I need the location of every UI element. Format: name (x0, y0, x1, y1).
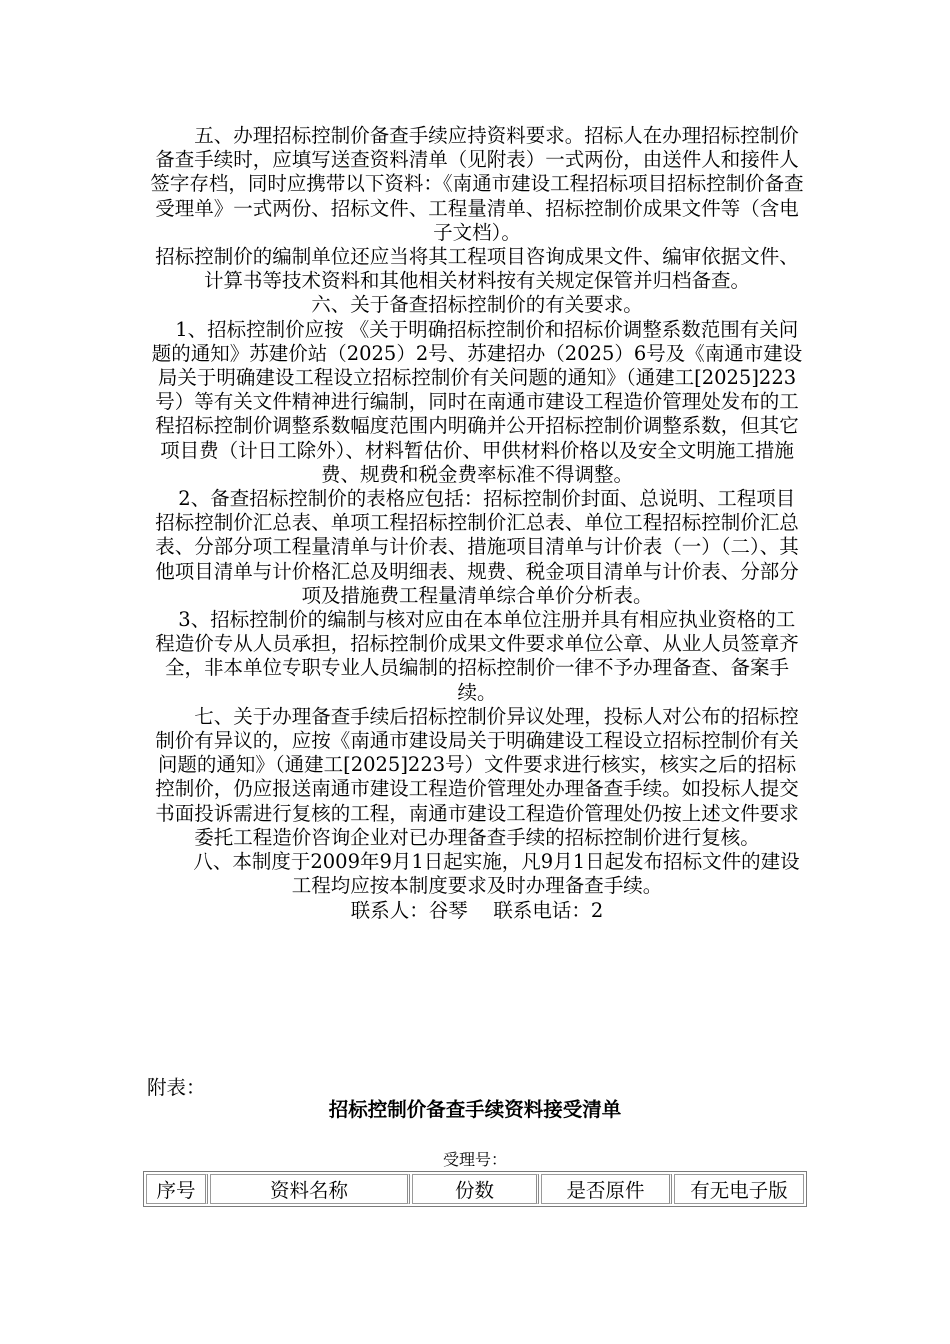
receipt-number-label: 受理号： (442, 1150, 507, 1169)
table-title: 招标控制价备查手续资料接受清单 (328, 1098, 622, 1121)
document-checklist-table (143, 1171, 807, 1207)
appendix-label: 附表： (147, 1076, 206, 1099)
contact-line: 联系人：谷琴 联系电话：2 (350, 898, 604, 922)
column-header-electronic: 有无电子版 (674, 1174, 804, 1204)
column-header-document-name: 资料名称 (210, 1174, 410, 1204)
paragraph-item-2: 2、备查招标控制价的表格应包括：招标控制价封面、总说明、工程项目招标控制价汇总表、单项工程招标控制价汇总表、单位工程招标控制价汇总表、分部分项工程量清单与计价表、措施项目清单与计价表（一）（二）、其他项目清单与计价格汇总及明细表、规费、税金项目清单与计价表、分部分项及措施费工程量清单综合单价分析表。 (155, 487, 799, 607)
paragraph-section-6-heading: 六、关于备查招标控制价的有关要求。 (311, 293, 643, 317)
column-header-copies: 份数 (412, 1174, 539, 1204)
paragraph-item-1: 1、招标控制价应按 《关于明确招标控制价和招标价调整系数范围有关问题的通知》苏建价站（2025）2号、苏建招办（2025）6号及《南通市建设局关于明确建设工程设立招标控制价有关问题的通知》（通建工[2025]223号）等有关文件精神进行编制，同时在南通市建设工程造价管理处发布的工程招标控制价调整系数幅度范围内明确并公开招标控制价调整系数，但其它项目费（计日工除外）、材料暂估价、甲供材料价格以及安全文明施工措施费、规费和税金费率标准不得调整。 (151, 317, 803, 486)
column-header-index: 序号 (146, 1174, 208, 1204)
document-body (150, 124, 804, 923)
paragraph-section-8: 八、本制度于2009年9月1日起实施，凡9月1日起发布招标文件的建设工程均应按本制度要求及时办理备查手续。 (154, 850, 800, 898)
paragraph-item-3: 3、招标控制价的编制与核对应由在本单位注册并具有相应执业资格的工程造价专从人员承担，招标控制价成果文件要求单位公章、从业人员签章齐全，非本单位专职专业人员编制的招标控制价一律不予办理备查、备案手续。 (155, 608, 799, 704)
paragraph-archive-note: 招标控制价的编制单位还应当将其工程项目咨询成果文件、编审依据文件、计算书等技术资料和其他相关材料按有关规定保管并归档备查。 (155, 245, 799, 293)
paragraph-section-5: 五、办理招标控制价备查手续应持资料要求。招标人在办理招标控制价备查手续时，应填写送查资料清单（见附表）一式两份，由送件人和接件人签字存档，同时应携带以下资料：《南通市建设工程招标项目招标控制价备查受理单》一式两份、招标文件、工程量清单、招标控制价成果文件等（含电子文档）。 (150, 124, 804, 244)
paragraph-section-7: 七、关于办理备查手续后招标控制价异议处理，投标人对公布的招标控制价有异议的，应按《南通市建设局关于明确建设工程设立招标控制价有关问题的通知》（通建工[2025]223号）文件要求进行核实，核实之后的招标控制价，仍应报送南通市建设工程造价管理处办理备查手续。如投标人提交书面投诉需进行复核的工程，南通市建设工程造价管理处仍按上述文件要求委托工程造价咨询企业对已办理备查手续的招标控制价进行复核。 (155, 704, 799, 849)
table-header-row (146, 1174, 804, 1204)
column-header-original: 是否原件 (541, 1174, 672, 1204)
